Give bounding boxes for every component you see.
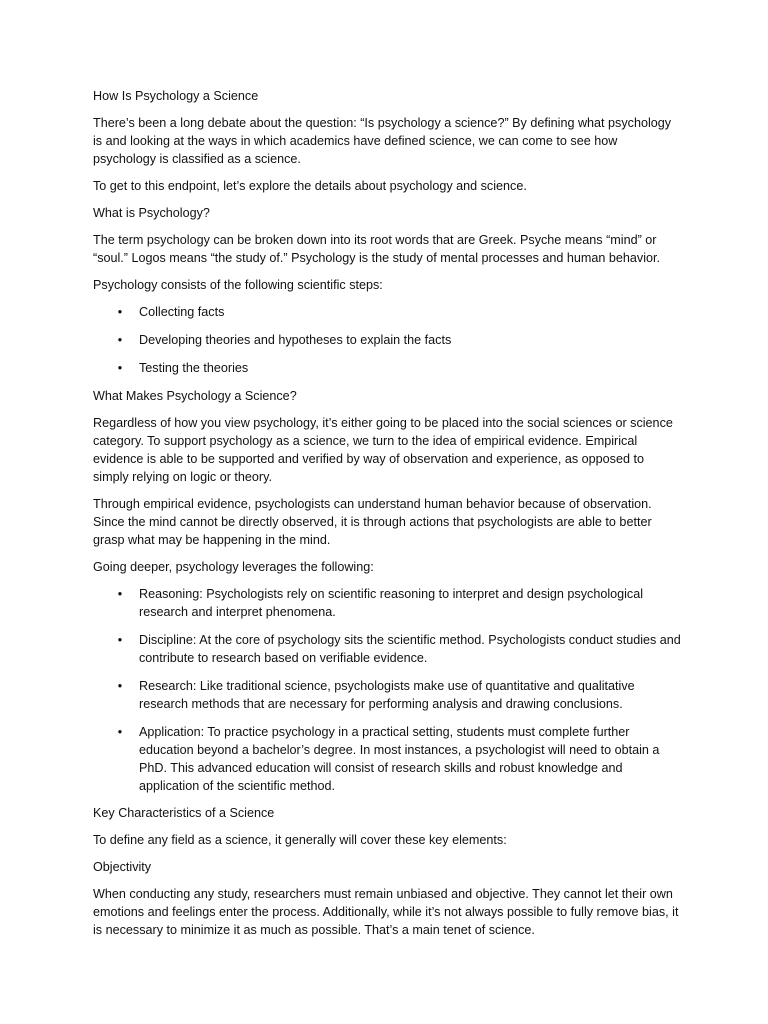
document-page <box>93 87 683 948</box>
section1-paragraph-1: The term psychology can be broken down into its root words that are Greek. Psyche means “mind” or “soul.” Logos means “the study of.” Psychology is the study of mental processes and human behavior. <box>93 233 661 265</box>
list-item-text: Application: To practice psychology in a practical setting, students must complete further education beyond a bachelor’s degree. In most instances, a psychologist will need to obtain a PhD. This advanced education will consist of research skills and robust knowledge and application of the scientific method. <box>139 725 660 793</box>
bullet-icon: • <box>117 633 123 647</box>
list-item-text: Developing theories and hypotheses to explain the facts <box>139 333 452 347</box>
bullet-icon: • <box>117 305 123 319</box>
list-item <box>93 677 683 713</box>
list-item <box>93 585 683 621</box>
section1-paragraph-2: Psychology consists of the following scientific steps: <box>93 278 383 292</box>
section-heading-what-is-psychology: What is Psychology? <box>93 206 210 220</box>
section-heading-what-makes-psychology-a-science: What Makes Psychology a Science? <box>93 389 297 403</box>
list-item-text: Reasoning: Psychologists rely on scientific reasoning to interpret and design psychological research and interpret phenomena. <box>139 587 644 619</box>
list-item-text: Testing the theories <box>139 361 249 375</box>
subheading-objectivity: Objectivity <box>93 860 152 874</box>
scientific-steps-list <box>93 303 683 377</box>
list-item-text: Discipline: At the core of psychology sits the scientific method. Psychologists conduct studies and contribute to research based on verifiable evidence. <box>139 633 681 665</box>
intro-paragraph-2: To get to this endpoint, let’s explore the details about psychology and science. <box>93 179 527 193</box>
bullet-icon: • <box>117 361 123 375</box>
list-item <box>93 331 683 349</box>
section3-paragraph-2: When conducting any study, researchers must remain unbiased and objective. They cannot let their own emotions and feelings enter the process. Additionally, while it’s not always possible to fully remove bias, it is necessary to minimize it as much as possible. That’s a main tenet of science. <box>93 887 679 937</box>
bullet-icon: • <box>117 587 123 601</box>
bullet-icon: • <box>117 725 123 739</box>
document-title: How Is Psychology a Science <box>93 89 259 103</box>
bullet-icon: • <box>117 333 123 347</box>
section2-paragraph-3: Going deeper, psychology leverages the following: <box>93 560 374 574</box>
bullet-icon: • <box>117 679 123 693</box>
list-item-text: Collecting facts <box>139 305 225 319</box>
section3-paragraph-1: To define any field as a science, it generally will cover these key elements: <box>93 833 507 847</box>
psychology-leverages-list <box>93 585 683 795</box>
list-item <box>93 359 683 377</box>
section2-paragraph-2: Through empirical evidence, psychologists can understand human behavior because of observation. Since the mind cannot be directly observed, it is through actions that psychologists are able to better grasp what may be happening in the mind. <box>93 497 652 547</box>
intro-paragraph-1: There’s been a long debate about the question: “Is psychology a science?” By defining what psychology is and looking at the ways in which academics have defined science, we can come to see how psychology is classified as a science. <box>93 116 672 166</box>
section2-paragraph-1: Regardless of how you view psychology, it’s either going to be placed into the social sciences or science category. To support psychology as a science, we turn to the idea of empirical evidence. Empirical evidence is able to be supported and verified by way of observation and experience, as opposed to simply relying on logic or theory. <box>93 416 673 484</box>
section-heading-key-characteristics: Key Characteristics of a Science <box>93 806 275 820</box>
list-item-text: Research: Like traditional science, psychologists make use of quantitative and qualitative research methods that are necessary for performing analysis and drawing conclusions. <box>139 679 635 711</box>
list-item <box>93 303 683 321</box>
list-item <box>93 723 683 795</box>
list-item <box>93 631 683 667</box>
